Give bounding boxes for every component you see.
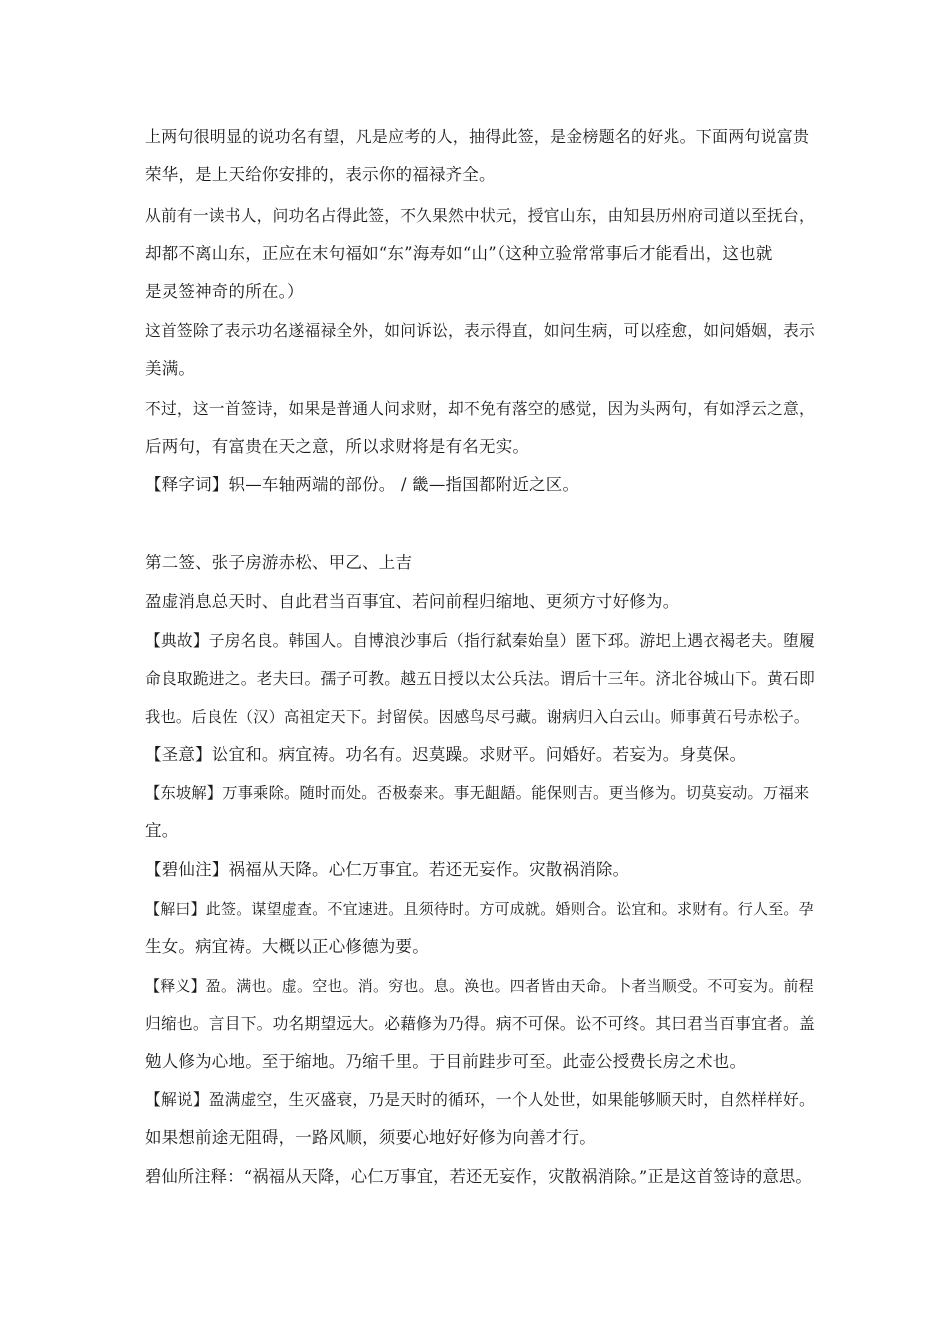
text-line: 【圣意】讼宜和。病宜祷。功名有。迟莫躁。求财平。问婚好。若妄为。身莫保。	[145, 745, 747, 764]
paragraph-jieyue	[145, 890, 815, 966]
paragraph-meaning	[145, 312, 815, 388]
text-line: 盈虚消息总天时、自此君当百事宜、若问前程归缩地、更须方寸好修为。	[145, 592, 680, 611]
text-line: 后两句，有富贵在天之意，所以求财将是有名无实。	[145, 437, 530, 456]
paragraph-bixian	[145, 851, 815, 889]
text-line: 我也。后良佐（汉）高祖定天下。封留侯。因感鸟尽弓藏。谢病归入白云山。师事黄石号赤松子。	[145, 708, 810, 726]
paragraph-shiyi	[145, 967, 815, 1081]
section-title	[145, 544, 815, 582]
text-line: 是灵签神奇的所在。）	[145, 282, 304, 301]
paragraph-diangu	[145, 622, 815, 736]
text-line: 【释义】盈。满也。虚。空也。消。穷也。息。涣也。四者皆由天命。卜者当顺受。不可妄为。前程	[145, 977, 814, 995]
text-line: 上两句很明显的说功名有望，凡是应考的人，抽得此签，是金榜题名的好兆。下面两句说富贵	[145, 127, 810, 146]
text-line: 【释字词】轵—车轴两端的部份。 / 畿—指国都附近之区。	[145, 475, 580, 494]
text-line: 碧仙所注释：“祸福从天降，心仁万事宜，若还无妄作，灾散祸消除。”正是这首签诗的意思。	[145, 1167, 812, 1186]
paragraph-wealth	[145, 390, 815, 466]
paragraph-glossary	[145, 466, 815, 504]
paragraph-dongpo	[145, 774, 815, 850]
text-line: 【东坡解】万事乘除。随时而处。否极泰来。事无龃龉。能保则吉。更当修为。切莫妄动。万福来	[145, 784, 810, 802]
text-line: 这首签除了表示功名遂福禄全外，如问诉讼，表示得直，如问生病，可以痊愈，如问婚姻，表示	[145, 321, 815, 340]
text-line: 美满。	[145, 359, 196, 378]
text-line: 不过，这一首签诗，如果是普通人问求财，却不免有落空的感觉，因为头两句，有如浮云之意，	[145, 399, 815, 418]
text-line: 【碧仙注】祸福从天降。心仁万事宜。若还无妄作。灾散祸消除。	[145, 860, 630, 879]
paragraph-story	[145, 197, 815, 311]
poem-text	[145, 583, 815, 621]
text-line: 归缩也。言目下。功名期望远大。必藉修为乃得。病不可保。讼不可终。其曰君当百事宜者。盖	[145, 1014, 815, 1033]
text-line: 【解曰】此签。谋望虚查。不宜速进。且须待时。方可成就。婚则合。讼宜和。求财有。行人至。孕	[145, 900, 814, 918]
text-line: 【解说】盈满虚空，生灭盛衰，乃是天时的循环，一个人处世，如果能够顺天时，自然样样好。	[145, 1090, 815, 1109]
text-line: 如果想前途无阻碍，一路风顺，须要心地好好修为向善才行。	[145, 1128, 596, 1147]
paragraph-shengyi	[145, 736, 815, 774]
text-line: 荣华，是上天给你安排的，表示你的福禄齐全。	[145, 165, 496, 184]
text-line: 命良取跪进之。老夫曰。孺子可教。越五日授以太公兵法。谓后十三年。济北谷城山下。黄石即	[145, 669, 815, 688]
paragraph-interpretation-1	[145, 118, 815, 194]
text-line: 从前有一读书人，问功名占得此签，不久果然中状元，授官山东，由知县历州府司道以至抚台，	[145, 206, 815, 225]
text-line: 生女。病宜祷。大概以正心修德为要。	[145, 937, 429, 956]
paragraph-jieshuo	[145, 1081, 815, 1157]
text-line: 宜。	[145, 821, 179, 840]
text-line: 【典故】子房名良。韩国人。自博浪沙事后（指行弑秦始皇）匿下邳。游圯上遇衣褐老夫。堕履	[145, 631, 815, 650]
text-line: 却都不离山东，正应在末句福如“东”海寿如“山”（这种立验常常事后才能看出，这也就	[145, 244, 773, 263]
paragraph-bixian-note	[145, 1158, 815, 1196]
text-line: 第二签、张子房游赤松、甲乙、上吉	[145, 553, 413, 572]
text-line: 勉人修为心地。至于缩地。乃缩千里。于目前跬步可至。此壶公授费长房之术也。	[145, 1052, 747, 1071]
